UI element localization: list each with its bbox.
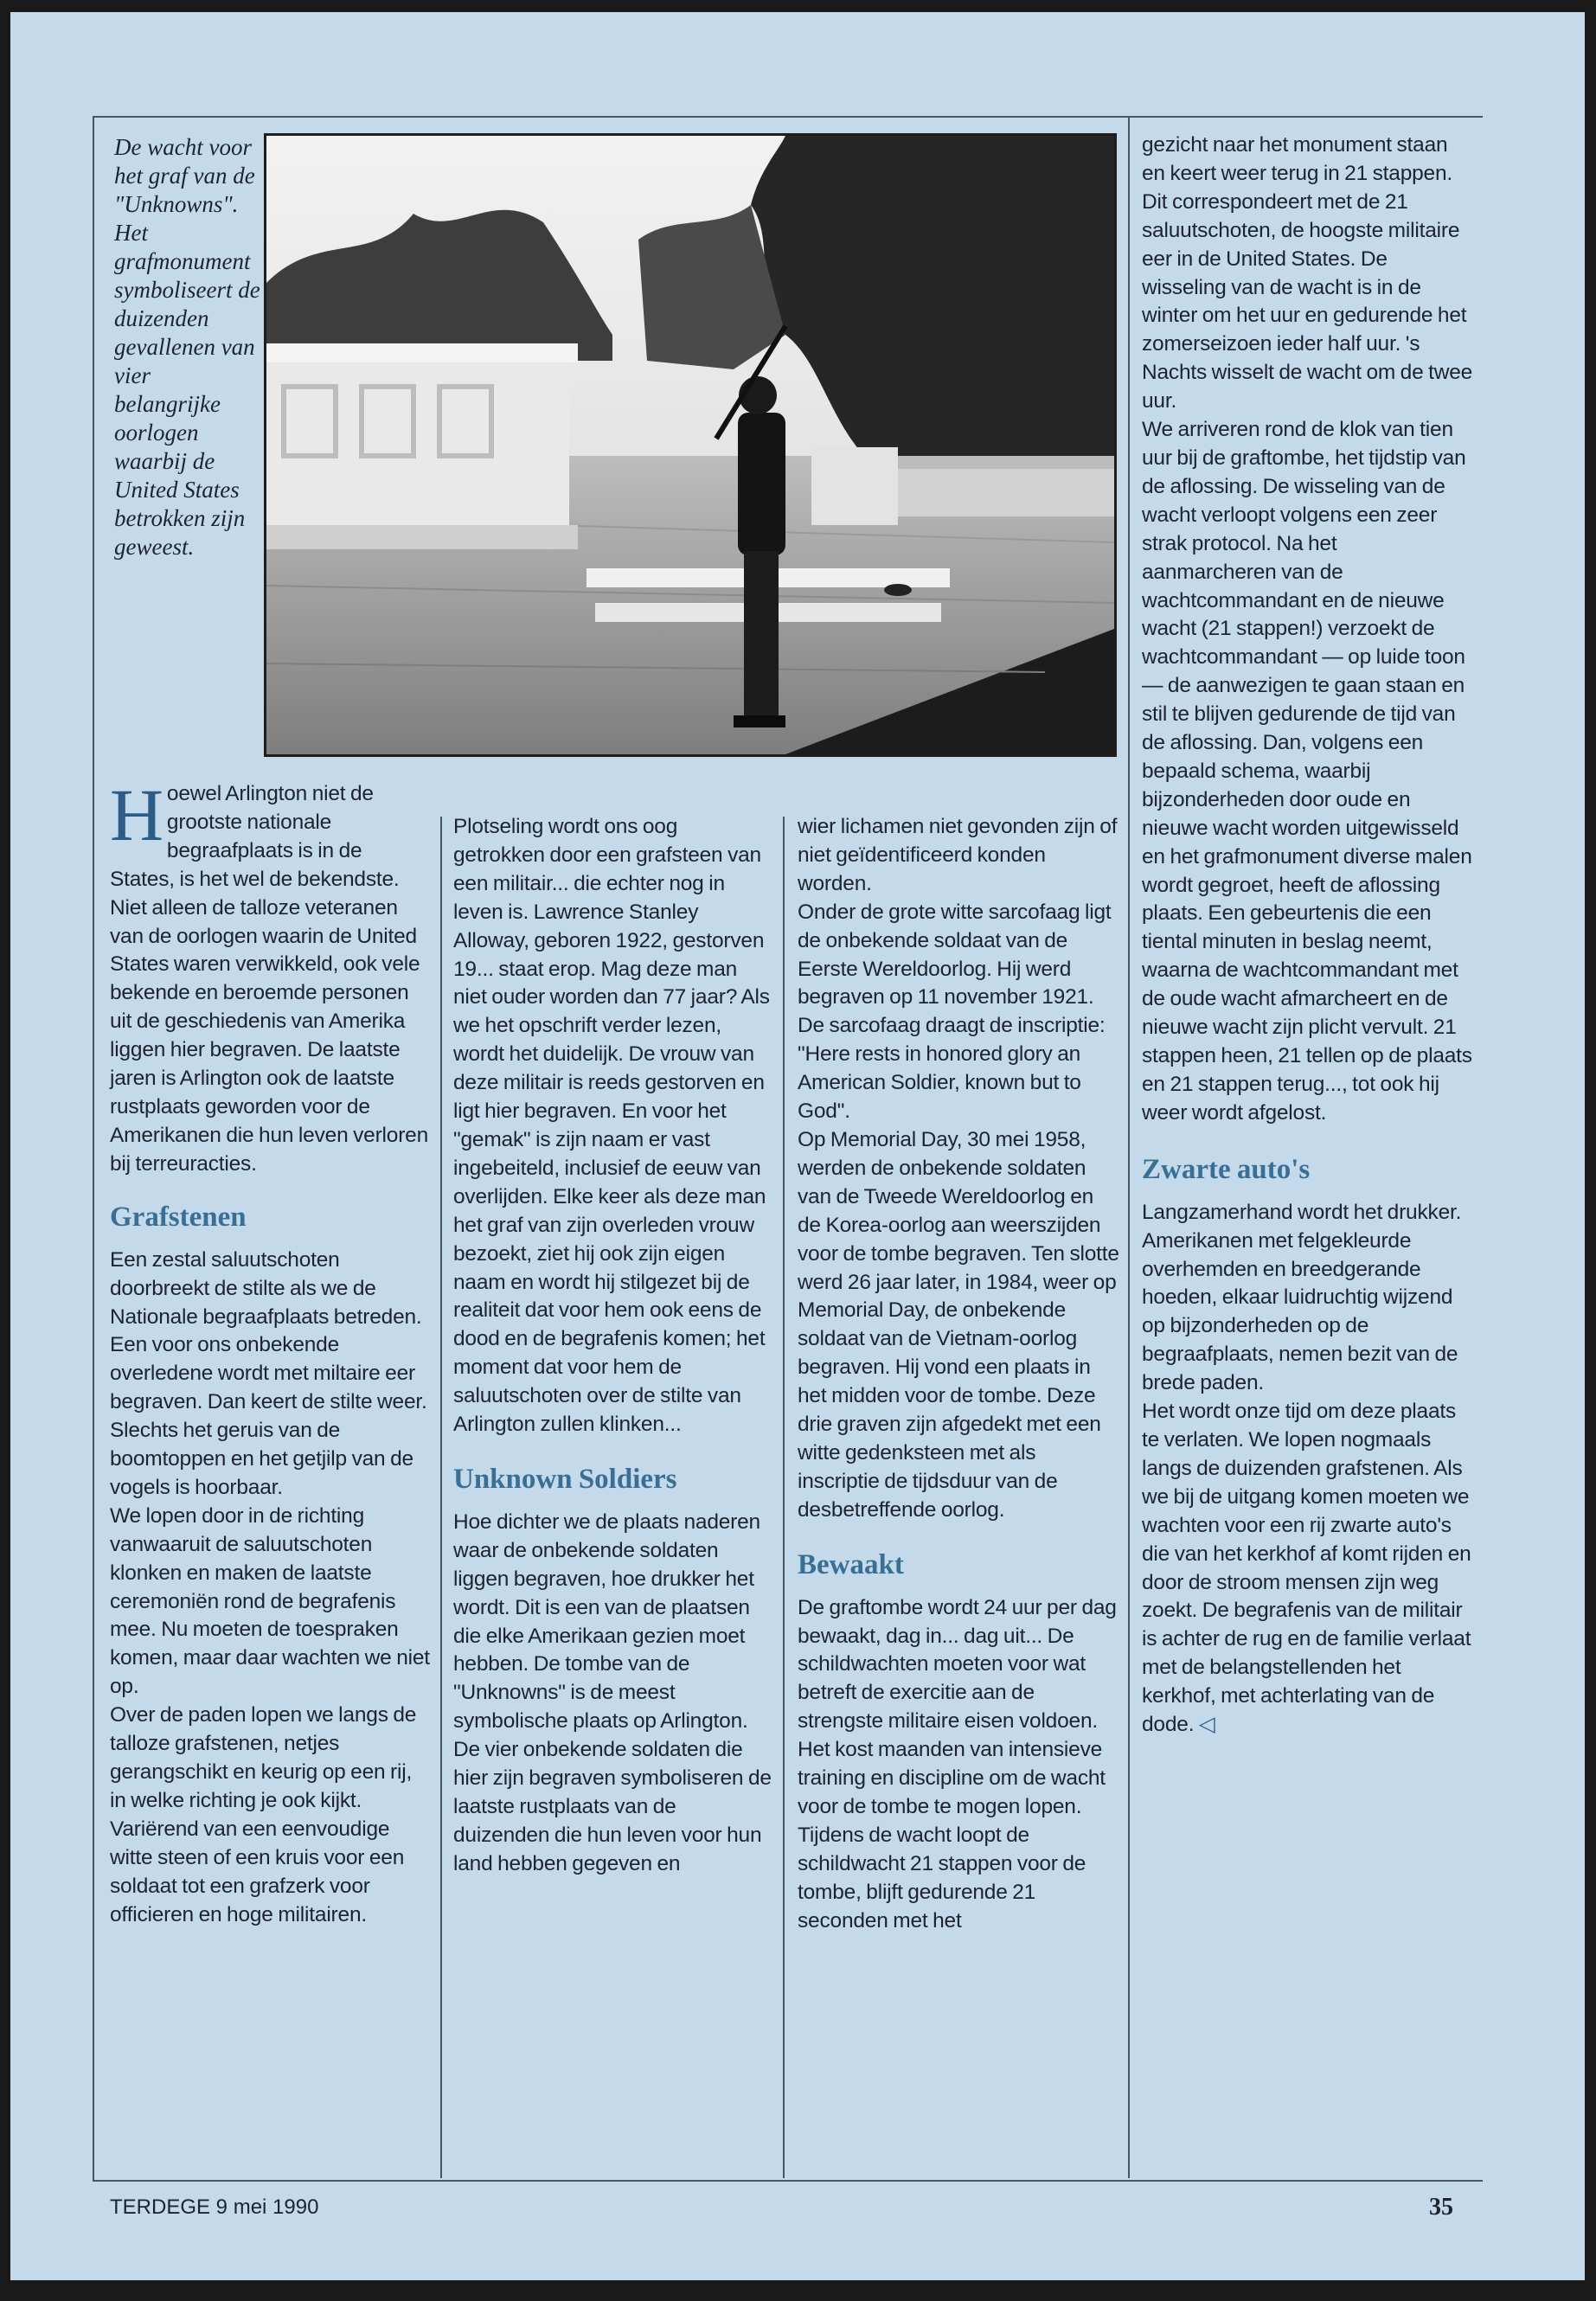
publication-footer: TERDEGE 9 mei 1990 (110, 2195, 319, 2219)
intro-text: oewel Arlington niet de grootste nationale begraafplaats is in de States, is het wel de bekendste. Niet alleen de talloze veteranen van de oorlogen waarin de United States waren verwikkeld, ook vele bekende en beroemde personen uit de geschiedenis van Amerika liggen hier begraven. De laatste jaren is Arlington ook de laatste rustplaats geworden voor de Amerikanen die hun leven verloren bij terreuracties. (110, 782, 429, 1176)
intro-paragraph (110, 773, 430, 1179)
magazine-page (10, 12, 1585, 2280)
paragraph: Plotseling wordt ons oog getrokken door een grafsteen van een militair... die echter nog in leven is. Lawrence Stanley Alloway, geboren 1922, gestorven 19... staat erop. Mag deze man niet ouder worden dan 77 jaar? Als we het opschrift verder lezen, wordt het duidelijk. De vrouw van deze militair is reeds gestorven en ligt hier begraven. En voor het "gemak" is zijn naam er vast ingebeiteld, inclusief de eeuw van overlijden. Elke keer als deze man het graf van zijn overleden vrouw bezoekt, ziet hij ook zijn eigen naam en wordt hij stilgezet bij de realiteit dat voor hem ook eens de dood en de begrafenis komen; het moment dat voor hem de saluutschoten over de stilte van Arlington zullen klinken... (453, 815, 770, 1437)
page-number: 35 (1429, 2194, 1453, 2221)
article-column-4 (1142, 131, 1475, 1740)
paragraph: Op Memorial Day, 30 mei 1958, werden de onbekende soldaten van de Tweede Wereldoorlog en de Korea-oorlog aan weerszijden voor de tombe begraven. Ten slotte werd 26 jaar later, in 1984, weer op Memorial Day, de onbekende soldaat van de Vietnam-oorlog begraven. Hij vond een plaats in het midden voor de tombe. Deze drie graven zijn afgedekt met een witte gedenksteen met als inscriptie de tijdsduur van de desbetreffende oorlog. (798, 1127, 1119, 1522)
heading-unknown-soldiers: Unknown Soldiers (453, 1463, 677, 1495)
article-column-2 (453, 813, 773, 1879)
column-rule (1128, 116, 1130, 2178)
paragraph: Tijdens de wacht loopt de schildwacht 21 stappen voor de tombe, blijft gedurende 21 seconden met het (798, 1823, 1086, 1932)
paragraph: gezicht naar het monument staan en keert weer terug in 21 stappen. Dit correspondeert met de 21 saluutschoten, de hoogste militaire eer in de United States. De wisseling van de wacht is in de winter om het uur en gedurende het zomerseizoen ieder half uur. 's Nachts wisselt de wacht om de twee uur. (1142, 133, 1473, 413)
closing-paragraph (1142, 1398, 1475, 1740)
paragraph: Hoe dichter we de plaats naderen waar de onbekende soldaten liggen begraven, hoe drukker het wordt. Dit is een van de plaatsen die elke Amerikaan gezien moet hebben. De tombe van de "Unknowns" is de meest symbolische plaats op Arlington. De vier onbekende soldaten die hier zijn begraven symboliseren de laatste rustplaats van de duizenden die hun leven voor hun land hebben gegeven en (453, 1509, 772, 1875)
paragraph: Langzamerhand wordt het drukker. Amerikanen met felgekleurde overhemden en breedgerande hoeden, elkaar luidruchtig wijzend op bijzonderheden op de begraafplaats, nemen bezit van de brede paden. (1142, 1200, 1462, 1395)
article-column-3 (798, 813, 1119, 1936)
column-rule (783, 817, 785, 2178)
end-mark-icon: ◁ (1198, 1713, 1215, 1737)
closing-text: Het wordt onze tijd om deze plaats te verlaten. We lopen nogmaals langs de duizenden grafstenen. Als we bij de uitgang komen moeten we wachten voor een rij zwarte auto's die van het kerkhof af komt rijden en door de stroom mensen zijn weg zoekt. De begrafenis van de militair is achter de rug en de familie verlaat met de belangstellenden het kerkhof, met achterlating van de dode. (1142, 1400, 1471, 1737)
tomb-of-unknowns-guard-photo-icon (266, 136, 1114, 754)
column-rule (440, 817, 442, 2178)
drop-cap: H (110, 773, 163, 856)
heading-grafstenen: Grafstenen (110, 1201, 247, 1233)
paragraph: wier lichamen niet gevonden zijn of niet geïdentificeerd konden worden. (798, 815, 1118, 895)
heading-bewaakt: Bewaakt (798, 1548, 904, 1580)
paragraph: Over de paden lopen we langs de talloze grafstenen, netjes gerangschikt en keurig op een rij, in welke richting je ook kijkt. Variërend van een eenvoudige witte steen of een kruis voor een soldaat tot een grafzerk voor officieren en hoge militairen. (110, 1703, 417, 1926)
paragraph: Onder de grote witte sarcofaag ligt de onbekende soldaat van de Eerste Wereldoorlog. Hij werd begraven op 11 november 1921. De sarcofaag draagt de inscriptie: "Here rests in honored glory an American Soldier, known but to God". (798, 900, 1112, 1124)
paragraph: We arriveren rond de klok van tien uur bij de graftombe, het tijdstip van de aflossing. De wisseling van de wacht verloopt volgens een zeer strak protocol. Na het aanmarcheren van de wachtcommandant en de nieuwe wacht (21 stappen!) verzoekt de wachtcommandant — op luide toon — de aanwezigen te gaan staan en stil te blijven gedurende de tijd van de aflossing. Dan, volgens een bepaald schema, waarbij bijzonderheden door oude en nieuwe wacht worden uitgewisseld en het grafmonument diverse malen wordt gegroet, heeft de aflossing plaats. Een gebeurtenis die een tiental minuten in beslag neemt, waarna de wachtcommandant met de oude wacht afmarcheert en de nieuwe wacht zijn plicht vervult. 21 stappen heen, 21 tellen op de plaats en 21 stappen terug..., tot ook hij weer wordt afgelost. (1142, 418, 1472, 1125)
article-column-1 (110, 773, 430, 1929)
article-photo (264, 133, 1117, 757)
heading-zwarte-autos: Zwarte auto's (1142, 1153, 1311, 1185)
paragraph: We lopen door in de richting vanwaaruit de saluutschoten klonken en maken de laatste ceremoniën rond de begrafenis mee. Nu moeten de toespraken komen, maar daar wachten we niet op. (110, 1503, 430, 1699)
paragraph: De graftombe wordt 24 uur per dag bewaakt, dag in... dag uit... De schildwachten moeten voor wat betreft de exercitie aan de strengste militaire eisen voldoen. Het kost maanden van intensieve training en discipline om de wacht voor de tombe te mogen lopen. (798, 1595, 1117, 1818)
photo-caption: De wacht voor het graf van de "Unknowns". Het grafmonument symboliseert de duizenden gevallenen van vier belangrijke oorlogen waarbij de United States betrokken zijn geweest. (114, 134, 260, 560)
paragraph: Een zestal saluutschoten doorbreekt de stilte als we de Nationale begraafplaats betreden. Een voor ons onbekende overledene wordt met miltaire eer begraven. Dan keert de stilte weer. Slechts het geruis van de boomtoppen en het getjilp van de vogels is hoorbaar. (110, 1247, 427, 1499)
